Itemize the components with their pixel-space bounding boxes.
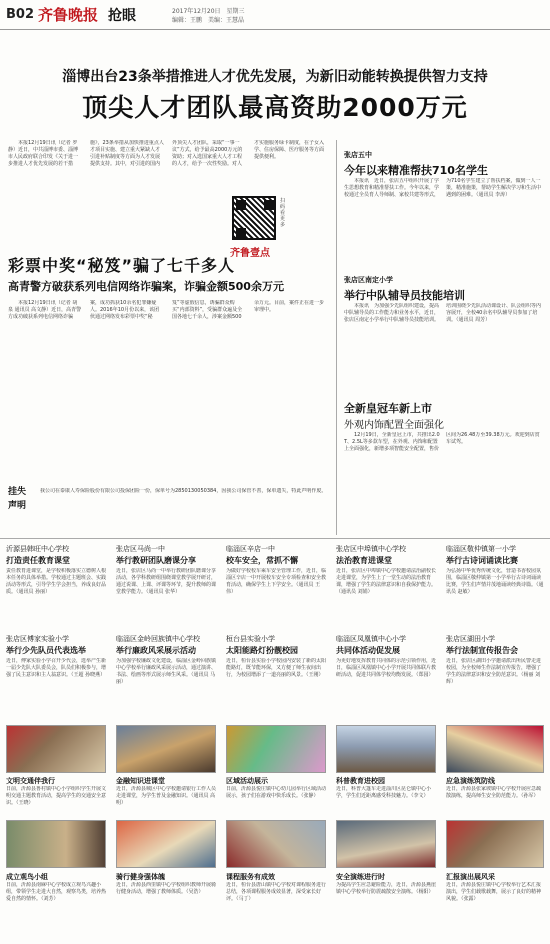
grid-item-title: 太阳能路灯扮靓校园 xyxy=(226,646,298,655)
grid-item-body: 责任教育进课堂，是学校积极落实立德树人根本任务的具体举措。学校通过主题班会、实践活动等形式，引导学生学会担当，养成良好品质。（通讯员 孙丽） xyxy=(6,568,106,595)
notice-label: 挂失声明 xyxy=(8,487,27,511)
right-mid-title: 举行中队辅导员技能培训 xyxy=(344,289,465,302)
lead-article-body: 本报12月19日讯（记者 罗静）近日，中共淄博市委、淄博市人民政府联合印发《关于进一步推进人才优先发展的若干措施》，23条举措从加快推进重点人才项目实施、建立重大紧缺人才引进补贴制度等方面为人才发展提供支持。其中，对引进的国内外顶尖人才团队，采取“一事一议”方式，给予最高2000万元的资助；对入选国家重大人才工程的人才，给予一次性奖励。对人才实施服务绿卡制度，在子女入学、住房保障、医疗服务等方面提供便利。 xyxy=(8,140,325,167)
issue-date: 2017年12月20日 星期三 xyxy=(172,8,245,15)
grid-item-location: 张店区湖田小学 xyxy=(446,635,495,643)
lottery-article-body: 本报12月19日讯（记者 胡泉 通讯员 高文静）近日，高青警方成功破获系列电信网络诈骗案，成功抓获10余名犯罪嫌疑人。2016年10月份以来，该团伙通过网络发布彩票中奖“秘笈”等虚假信息，诱骗群众购买“内部资料”，受骗群众遍及全国各地七千余人，涉案金额500余万元。目前，案件正在进一步审理中。 xyxy=(8,300,325,320)
grid-item-location: 临淄区凤凰镇中心小学 xyxy=(336,635,406,643)
photo-caption-body: 近日，沂源县悦庄镇中心学校举行艺术汇报演出，学生们载歌载舞，展示了良好的精神风貌。（张露） xyxy=(446,882,542,902)
grid-item-title: 法治教育进课堂 xyxy=(336,556,392,565)
photo-caption-title: 文明交通伴我行 xyxy=(6,777,55,785)
grid-item-title: 打造责任教育课堂 xyxy=(6,556,70,565)
lead-subtitle: 淄博出台23条举措推进人才优先发展，为新旧动能转换提供智力支持 xyxy=(62,69,488,85)
page-number: B02 xyxy=(6,7,34,22)
news-photo xyxy=(116,820,216,868)
photo-caption-title: 汇报演出展风采 xyxy=(446,873,495,881)
news-photo xyxy=(6,725,106,773)
grid-item-location: 临淄区金岭回族镇中心学校 xyxy=(116,635,200,643)
photo-caption-title: 科普教育进校园 xyxy=(336,777,385,785)
right-top-title: 今年以来精准帮扶710名学生 xyxy=(344,164,488,177)
grid-item-location: 张店区中埠镇中心学校 xyxy=(336,545,406,553)
news-photo xyxy=(446,725,544,773)
scan-label: 扫码看更多 xyxy=(280,198,286,228)
photo-caption-title: 金融知识进课堂 xyxy=(116,777,165,785)
photo-caption-body: 近日，沂源县张家坡镇中心学校开展应急疏散演练，提高师生安全防范能力。（孙军） xyxy=(446,786,542,799)
lead-headline: 顶尖人才团队最高资助2000万元 xyxy=(82,93,468,122)
right-top-body: 本报讯 近日，张店五中组织开展了学生思想教育和精准帮扶工作。今年以来，学校通过全员育人导师制、家校共建等形式，为710名学生建立了帮扶档案，做到一人一策，精准施策，帮助学生解决学习和生活中遇到的困难。（通讯员 李涛） xyxy=(344,178,542,198)
photo-caption-body: 近日，沂源县西里镇中心学校组织教师开展骑行健身活动，增强了教师体质。（吴浩） xyxy=(116,882,216,895)
news-photo xyxy=(6,820,106,868)
photo-caption-title: 课程服务有成效 xyxy=(226,873,275,881)
grid-item-body: 为做好学校校车乘车安全管理工作，近日，临淄区辛店一中开展校车安全专项检查和安全教育活动，确保学生上下学安全。（通讯员 王伟） xyxy=(226,568,326,595)
grid-item-title: 举行教研团队磨课分享 xyxy=(116,556,196,565)
photo-caption-body: 近日，沂源县城区中心学校邀请银行工作人员走进课堂，为学生普及金融知识。（通讯员 高明） xyxy=(116,786,216,806)
grid-item-title: 举行古诗词诵读比赛 xyxy=(446,556,518,565)
column-divider xyxy=(336,140,337,535)
photo-caption-body: 日前，沂源县鲁村镇中心小学组织学生开展文明交通主题教育活动，提高学生的交通安全意识。（王晓） xyxy=(6,786,106,806)
news-photo xyxy=(336,725,436,773)
grid-item-body: 近日，傅家实验小学召开少代会，选举产生新一届少先队大队委员会，队员们积极参与，增强了民主意识和主人翁意识。（王超 孙晓燕） xyxy=(6,658,106,678)
photo-caption-title: 应急演练筑防线 xyxy=(446,777,495,785)
editor-credit: 编辑：王鹏 美编：王慧晶 xyxy=(172,17,245,24)
right-top-location: 张店五中 xyxy=(344,151,372,159)
qr-caption: 齐鲁壹点 xyxy=(230,248,270,259)
photo-caption-title: 安全演练进行时 xyxy=(336,873,385,881)
news-photo xyxy=(226,725,326,773)
grid-item-title: 举行廉政风采展示活动 xyxy=(116,646,196,655)
qr-code[interactable] xyxy=(232,196,276,240)
photo-caption-body: 为提高学生应急避险能力，近日，沂源县燕崖镇中心学校举行防震疏散安全演练。（杨阳） xyxy=(336,882,436,895)
right-mid-location: 张店区南定小学 xyxy=(344,276,393,284)
grid-item-body: 近日，桓台县实验小学校园内安装了新的太阳能路灯，既节能环保，又方便了师生夜间出行，为校园增添了一道亮丽的风景。（王刚） xyxy=(226,658,326,678)
right-low-subtitle: 外观内饰配置全面强化 xyxy=(344,420,444,431)
grid-item-title: 校车安全，常抓不懈 xyxy=(226,556,298,565)
photo-caption-body: 近日，科普大篷车走进淄川区昆仑镇中心小学，学生们近距离感受科技魅力。（李文） xyxy=(336,786,432,799)
grid-item-title: 举行少先队员代表选举 xyxy=(6,646,86,655)
grid-item-body: 为弘扬中华优秀传统文化，营造书香校园氛围，临淄区敬仲镇第一小学举行古诗词诵读比赛，学生们声情并茂地诵读经典诗篇。（通讯员 赵敏） xyxy=(446,568,544,595)
grid-item-location: 临淄区辛店一中 xyxy=(226,545,275,553)
photo-caption-title: 成立观鸟小组 xyxy=(6,873,48,881)
lottery-subhead: 高青警方破获系列电信网络诈骗案，诈骗金额500余万元 xyxy=(8,280,284,293)
grid-item-body: 近日，张店区中埠镇中心学校邀请法治副校长走进课堂，为学生上了一堂生动的法治教育课，增强了学生的法律意识和自我保护能力。（通讯员 刘娟） xyxy=(336,568,436,595)
right-low-body: 12月19日，全新皇冠上市，共推出2.0T、2.5L等多款车型，在外观、内饰和配置上全面强化，新增多项智能安全配置，售价区间为26.48万至39.38万元。欢迎到店赏车试驾。 xyxy=(344,432,540,452)
news-photo xyxy=(226,820,326,868)
photo-caption-body: 日前，沂源县悦庄镇中心幼儿园举行区域活动展示，孩子们在游戏中快乐成长。（张静） xyxy=(226,786,326,799)
news-photo xyxy=(336,820,436,868)
grid-item-location: 张店区马尚一中 xyxy=(116,545,165,553)
grid-item-body: 近日，张店区马尚一中举行教研团队磨课分享活动，各学科教研组围绕课堂教学展开研讨，通过说课、上课、评课等环节，提升教师的课堂教学能力。（通讯员 张华） xyxy=(116,568,216,595)
grid-item-location: 沂源县韩旺中心学校 xyxy=(6,545,69,553)
news-photo xyxy=(116,725,216,773)
grid-item-location: 桓台县实验小学 xyxy=(226,635,275,643)
section-name: 抢眼 xyxy=(108,8,136,24)
right-mid-body: 本报讯 为加强少先队组织建设，提高中队辅导员的工作能力和业务水平，近日，张店区南定小学举行中队辅导员技能培训。培训围绕少先队活动课设计、队会组织等内容展开，全校40余名中队辅导员参加了培训。（通讯员 周芳） xyxy=(344,303,542,323)
photo-caption-title: 区域活动展示 xyxy=(226,777,268,785)
grid-divider xyxy=(0,538,550,539)
grid-item-location: 临淄区敬仲镇第一小学 xyxy=(446,545,516,553)
grid-item-location: 张店区傅家实验小学 xyxy=(6,635,69,643)
photo-caption-body: 近日，桓台县唐山镇中心学校对课程服务进行总结，各项课程服务成效显著，深受家长好评。（马丁） xyxy=(226,882,326,902)
grid-item-title: 共同体活动促发展 xyxy=(336,646,400,655)
photo-caption-title: 骑行健身强体魄 xyxy=(116,873,165,881)
news-photo xyxy=(446,820,544,868)
grid-item-body: 近日，张店区湖田小学邀请派出所民警走进校园，为全校师生作法制宣传报告，增强了学生的法律意识和安全防范意识。（杨丽 刘辉） xyxy=(446,658,542,685)
lottery-headline: 彩票中奖“秘笈”骗了七千多人 xyxy=(8,256,236,275)
right-low-title: 全新皇冠车新上市 xyxy=(344,402,432,415)
newspaper-logo: 齐鲁晚报 xyxy=(38,6,99,24)
grid-item-body: 为更好地发挥教育共同体的示范引领作用，近日，临淄区凤凰镇中心小学开展共同体联片教研活动，促进共同体学校均衡发展。（郑园） xyxy=(336,658,436,678)
page-header xyxy=(0,0,550,30)
photo-caption-body: 日前，沂源县南麻中心学校成立观鸟兴趣小组，带领学生走进大自然，观察鸟类，培养热爱自然的情怀。（刘芳） xyxy=(6,882,106,902)
notice-body: 我公司在泰康人寿保险股份有限公司投保团险一份，保单号为2850130050384，因我公司保管不善，保单遗失，特此声明作废。 xyxy=(40,488,327,494)
grid-item-title: 举行法制宣传报告会 xyxy=(446,646,518,655)
grid-item-body: 为加强学校廉政文化建设，临淄区金岭回族镇中心学校举行廉政风采展示活动，通过演讲、书法、绘画等形式展示师生风采。（通讯员 马丽） xyxy=(116,658,216,685)
